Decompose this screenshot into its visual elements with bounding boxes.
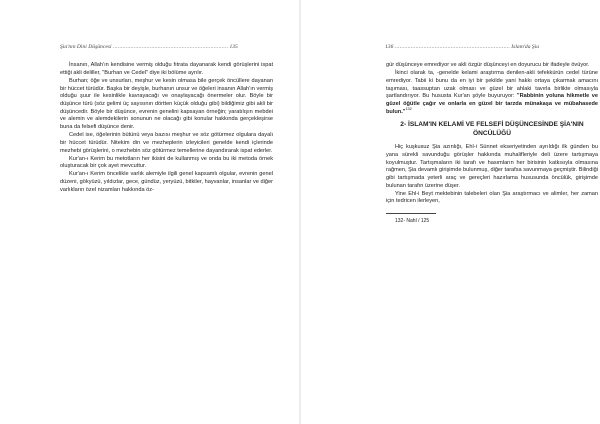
footnote-ref: 132 (405, 106, 412, 111)
paragraph: İnsanın, Allah'ın kendisine vermiş olduğu fıtrata dayanarak kendi görüşlerini ispat ettiği akli deliller, "Burhan ve Cedel" diye iki bölüme ayrılır. (60, 62, 273, 76)
paragraph-text: İkinci olarak ta, -genelde kelami araştırma denilen-akli tefekkürün cedel türüne emrediyor. Tabii ki bunu da en iyi bir şekilde yani hakkı ortaya çıkarmak amacını taşıması, taassuptan uzak olması ve güzel bir ahlaki tavırla birlikte olmasıyla şartlandırıyor. Bu hususta Kur'an şöyle buyuruyor: (386, 70, 598, 100)
footnote-divider (386, 213, 436, 214)
paragraph: Cedel ise, öğelerinin bütünü veya bazısı meşhur ve söz götürmez olgulara dayalı bir hüccet türüdür. Nitekim din ve mezheplerin izleyicileri genelde kendi içlerinde mezhebi görüşlerini, o mezhebin söz götürmez temellerine dayandırarak ispat ederler. (60, 132, 273, 154)
left-page-body (60, 62, 273, 195)
paragraph: Burhan; öğe ve unsurları, meşhur ve kesin olmasa bile gerçek öncüllere dayanan bir hüccet türüdür. Başka bir deyişle, burhanın unsur ve öğeleri insanın Allah'ın vermiş olduğu şuur ile kesinlikle kavrayacağı ve onaylayacağı önermeler olur. Böyle bir düşünce türü (söz gelimi üç sayısının dörtten küçük olduğu gibi) bildiğimiz gibi akli bir düşüncedir. Böyle bir düşünce, evrenin genelini kapsayan örneğin; yaratılışın mebdei ve alemin ve alemdekilerin sonunun ne olacağı gibi konular hakkında gerçekleşirse buna da felsefi düşünce denir. (60, 77, 273, 131)
right-page-body (386, 62, 598, 226)
quran-quote: "Rabbinin yoluna hikmetle ve güzel öğütle çağır ve onlarla en güzel bir tarzda münakaşa ve mübahasede bulun." (386, 93, 598, 115)
right-page (300, 0, 600, 424)
header-title-left: Şia'nın Dini Düşüncesi (60, 44, 112, 50)
page-number-right: 136 (385, 44, 394, 50)
header-dots-left: ........................................................................ (112, 44, 229, 50)
footnote: 132- Nahl / 125 (395, 218, 430, 225)
header-dots-right: ........................................................................ (394, 44, 510, 50)
paragraph: Yine Ehl-i Beyt mektebinin talebeleri olan Şia araştırmacı ve alimler, her zaman için tedricen ilerleyen, (386, 190, 598, 205)
paragraph: Kur'an-ı Kerim bu metotların her ikisini de kullanmış ve onda bu iki metoda örnek oluşturacak bir çok ayet mevcuttur. (60, 155, 273, 170)
paragraph-with-quote (386, 70, 598, 116)
section-heading: 2- İSLAM'IN KELAMİ VE FELSEFİ DÜŞÜNCESİNDE ŞİA'NIN ÖNCÜLÜĞÜ (400, 121, 584, 137)
header-title-right: İslam'da Şia (511, 44, 540, 50)
running-header-left (60, 44, 265, 54)
paragraph: Hiç kuşkusuz Şia azınlığı, Ehl-i Sünnet ekseriyetinden ayrıldığı ilk günden bu yana sürekli savunduğu görüşler hakkında muhalifleriyle deli üzere tartışmaya koyulmuştur. Tartışmaların iki tarafı ve hasımların her birisinin katkısıyla olmasına rağmen, Şia devamlı girişimde bulunmuş, diğer tarafsa savunmaya geçmiştir. Bilindiği gibi tartışmada yeterli araç ve gereçleri hazırlama hususunda öncülük, girişimde bulunan tarafın üzerine düşer. (386, 144, 598, 189)
paragraph: Kur'an-ı Kerim öncelikle varlık alemiyle ilgili genel kapsamlı olgular, evrenin genel düzeni, gökyüzü, yıldızlar, gece, gündüz, yeryüzü, bitkiler, hayvanlar, insanlar ve diğer varlıkların özel nizamları hakkında öz- (60, 171, 273, 193)
page-number-left: 135 (229, 44, 238, 50)
running-header-right (385, 44, 590, 54)
paragraph: gür düşünceye emrediyor ve akli özgür düşünceyi en doyurucu bir ifadeyle övüyor. (386, 62, 590, 68)
